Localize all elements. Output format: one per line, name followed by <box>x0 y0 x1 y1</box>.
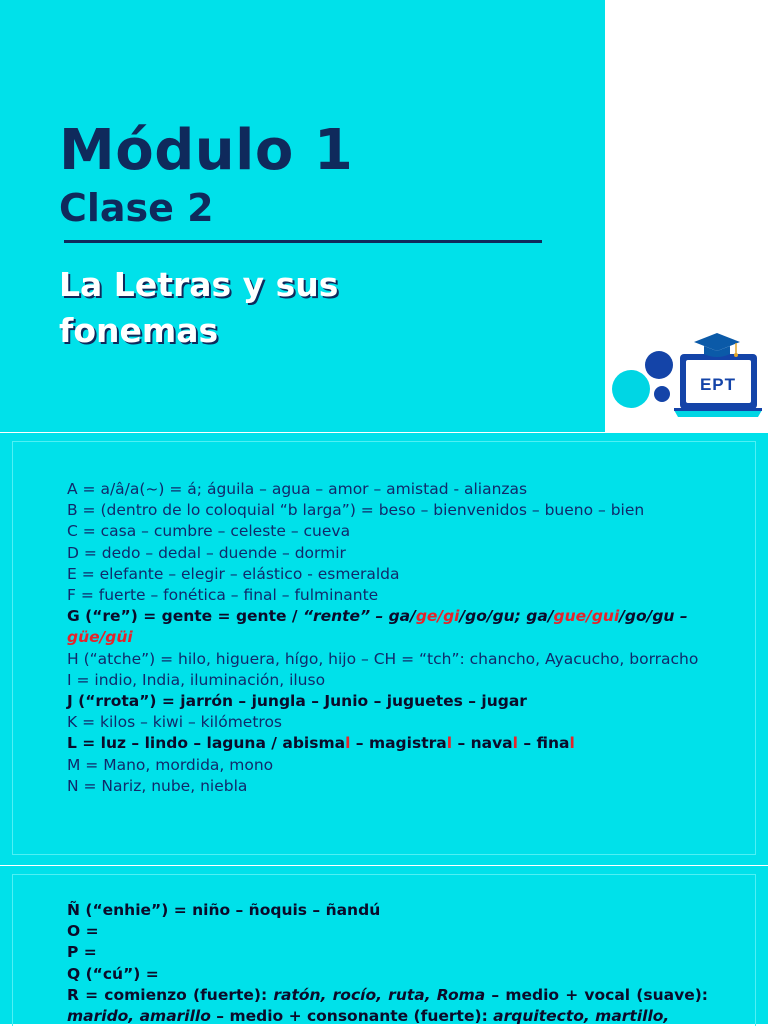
letter-r-part: R = comienzo (fuerte): <box>67 985 274 1004</box>
letter-r-part: – medio + vocal (suave): <box>485 985 708 1004</box>
letter-r-part: – medio + consonante (fuerte): <box>210 1007 494 1026</box>
letter-e: E = elefante – elegir – elástico - esmeralda <box>67 564 400 583</box>
letter-q: Q (“cú”) = <box>67 964 159 983</box>
class-subtitle: Clase 2 <box>59 186 214 230</box>
letters-list-a-n <box>67 479 708 797</box>
letter-f: F = fuerte – fonética – final – fulminante <box>67 586 379 605</box>
letter-g-part: “rente” – ga/ <box>302 607 416 626</box>
letter-l-part: – magistra <box>350 734 447 753</box>
letter-g-part: G (“re”) = gente = gente / <box>67 607 303 626</box>
title-divider <box>64 240 542 243</box>
letter-l-highlight: l <box>446 734 453 753</box>
letters-panel-2 <box>0 866 768 1024</box>
letter-r-example: arquitecto, martillo, <box>493 1007 670 1026</box>
letters-list-enie-r <box>67 900 708 1027</box>
letter-l <box>67 733 708 754</box>
letter-i: I = indio, India, iluminación, iluso <box>67 670 326 689</box>
letter-k: K = kilos – kiwi – kilómetros <box>67 713 283 732</box>
letter-j: J (“rrota”) = jarrón – jungla – Junio – juguetes – jugar <box>67 692 527 711</box>
topic-line-1: La Letras y sus <box>59 265 339 304</box>
letter-b: B = (dentro de lo coloquial “b larga”) = beso – bienvenidos – bueno – bien <box>67 501 645 520</box>
letter-r <box>67 985 708 1027</box>
letter-g-part: /go/gu – <box>619 607 688 626</box>
letter-l-highlight: l <box>345 734 351 753</box>
page-title: Módulo 1 <box>59 118 354 183</box>
letter-l-part: – fina <box>517 734 570 753</box>
letter-n: N = Nariz, nube, niebla <box>67 776 248 795</box>
letter-r-example: marido, amarillo <box>67 1007 211 1026</box>
letters-panel-1 <box>0 433 768 865</box>
letter-r-example: ratón, rocío, ruta, Roma <box>273 985 486 1004</box>
bubbles-icon <box>612 351 673 408</box>
topic-line-2: fonemas <box>59 311 219 350</box>
letter-c: C = casa – cumbre – celeste – cueva <box>67 522 351 541</box>
letter-g-part: /go/gu; ga/ <box>459 607 554 626</box>
title-area <box>0 0 605 432</box>
letter-g <box>67 606 708 648</box>
logo-text: EPT <box>699 375 737 394</box>
letter-enie: Ñ (“enhie”) = niño – ñoquis – ñandú <box>67 901 381 919</box>
letter-g-highlight: gue/gui <box>553 607 620 626</box>
letter-p: P = <box>67 943 97 962</box>
letter-l-part: – nava <box>452 734 513 753</box>
letter-a: A = a/â/a(~) = á; águila – agua – amor – amistad - alianzas <box>67 480 528 498</box>
letter-o: O = <box>67 922 99 941</box>
letter-l-part: L = luz – lindo – laguna / abisma <box>67 734 346 753</box>
letter-g-highlight: güe/güi <box>67 628 133 647</box>
letter-l-highlight: l <box>569 734 575 753</box>
letter-g-highlight: ge/gi <box>415 607 460 626</box>
topic-heading <box>59 262 338 354</box>
letter-l-highlight: l <box>512 734 518 753</box>
graduation-cap-icon <box>694 333 740 357</box>
letter-m: M = Mano, mordida, mono <box>67 755 274 774</box>
letter-d: D = dedo – dedal – duende – dormir <box>67 543 346 562</box>
letter-h: H (“atche”) = hilo, higuera, hígo, hijo – CH = “tch”: chancho, Ayacucho, borracho <box>67 649 699 668</box>
